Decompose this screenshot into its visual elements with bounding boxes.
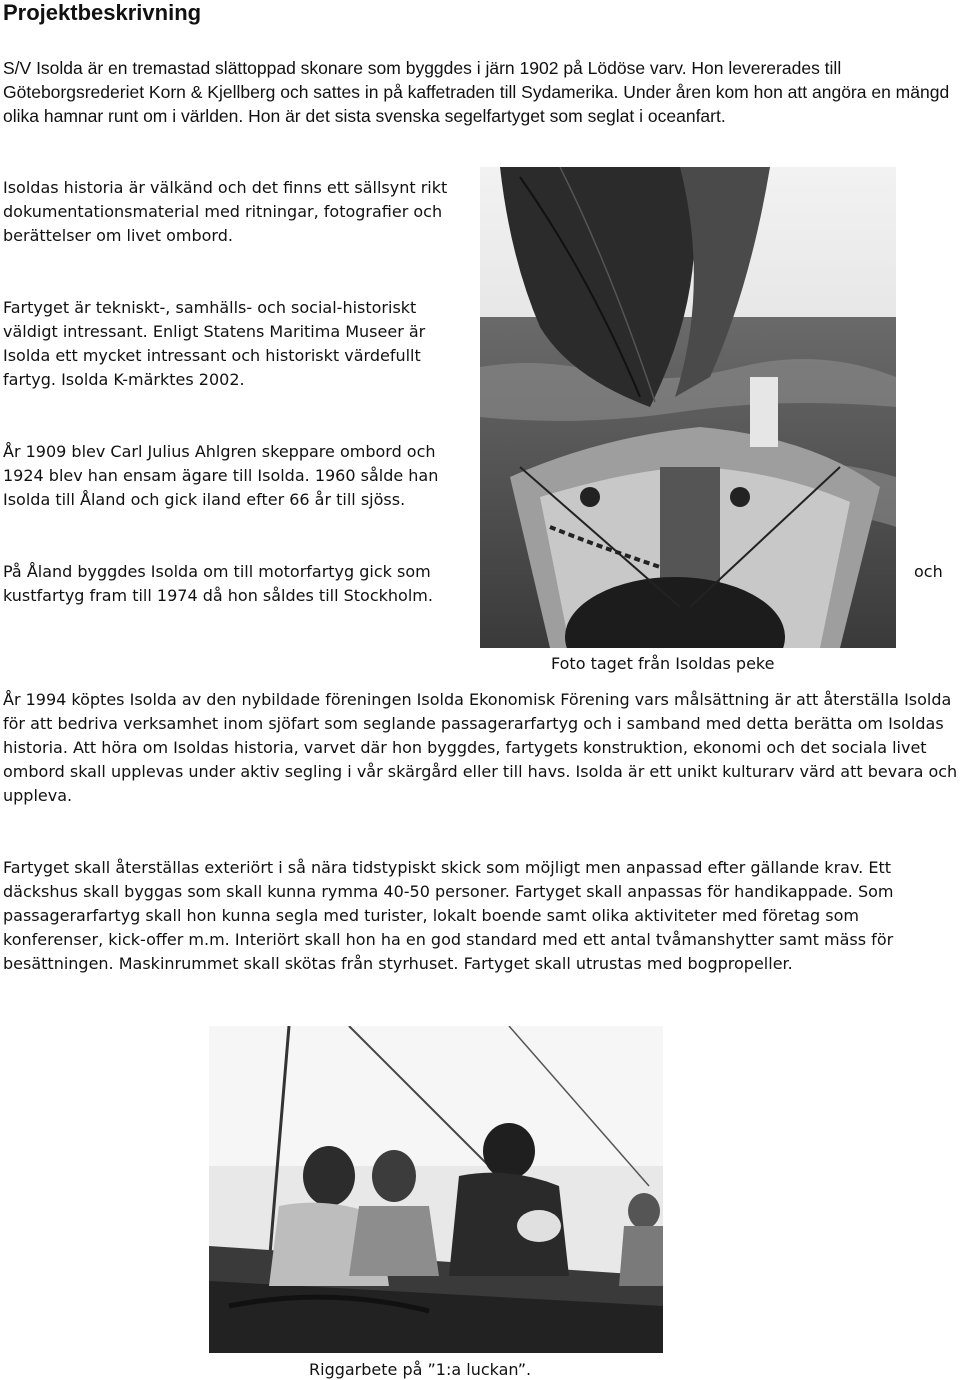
crew-photo [209, 1026, 663, 1353]
history-paragraph: Isoldas historia är välkänd och det finns ett sällsynt rikt dokumentationsmaterial med ritningar, fotografier och berättelser om livet ombord. [3, 178, 448, 245]
restoration-paragraph: Fartyget skall återställas exteriört i så nära tidstypiskt skick som möjligt men anpassad efter gällande krav. Ett däckshus skall byggas som skall kunna rymma 40-50 personer. Fartyget skall anpassas för handikappade. Som passagerarfartyg skall hon kunna segla med turister, lokalt boende samt olika aktiviteter med företag som konferenser, kick-offer m.m. Interiört skall hon ha en god standard med ett antal tvåmanshytter samt mäss för besättningen. Maskinrummet skall skötas från styrhuset. Fartyget skall utrustas med bogpropeller. [3, 858, 894, 973]
ship-bow-photo [480, 167, 896, 648]
ship-bow-illustration [480, 167, 896, 648]
crew-rigging-illustration [209, 1026, 663, 1353]
aland-paragraph: På Åland byggdes Isolda om till motorfartyg gick som kustfartyg fram till 1974 då hon såldes till Stockholm. [3, 562, 433, 605]
association-paragraph: År 1994 köptes Isolda av den nybildade föreningen Isolda Ekonomisk Förening vars målsättning är att återställa Isolda för att bedriva verksamhet inom sjöfart som seglande passagerarfartyg och i samband med detta berätta om Isoldas historia. Att höra om Isoldas historia, varvet där hon byggdes, fartygets konstruktion, ekonomi och det sociala livet ombord skall upplevas under aktiv segling i vår skärgård eller till havs. Isolda är ett unikt kulturarv värd att bevara och uppleva. [3, 690, 958, 805]
significance-paragraph: Fartyget är tekniskt-, samhälls- och social-historiskt väldigt intressant. Enligt Statens Maritima Museer är Isolda ett mycket intressant och historiskt värdefullt fartyg. Isolda K-märktes 2002. [3, 298, 426, 389]
och-fragment: och [914, 562, 943, 581]
intro-paragraph: S/V Isolda är en tremastad slättoppad skonare som byggdes i järn 1902 på Lödöse varv. Hon levererades till Göteborgsrederiet Korn & Kjellberg och sattes in på kaffetraden till Sydamerika. Under åren kom hon att angöra en mängd olika hamnar runt om i världen. Hon är det sista svenska segelfartyget som seglat i oceanfart. [3, 58, 950, 126]
ship-photo-caption: Foto taget från Isoldas peke [551, 654, 775, 673]
owner-paragraph: År 1909 blev Carl Julius Ahlgren skeppare ombord och 1924 blev han ensam ägare till Isolda. 1960 sålde han Isolda till Åland och gick iland efter 66 år till sjöss. [3, 442, 439, 509]
crew-photo-caption: Riggarbete på ”1:a luckan”. [309, 1360, 532, 1379]
page-title: Projektbeskrivning [3, 0, 202, 25]
